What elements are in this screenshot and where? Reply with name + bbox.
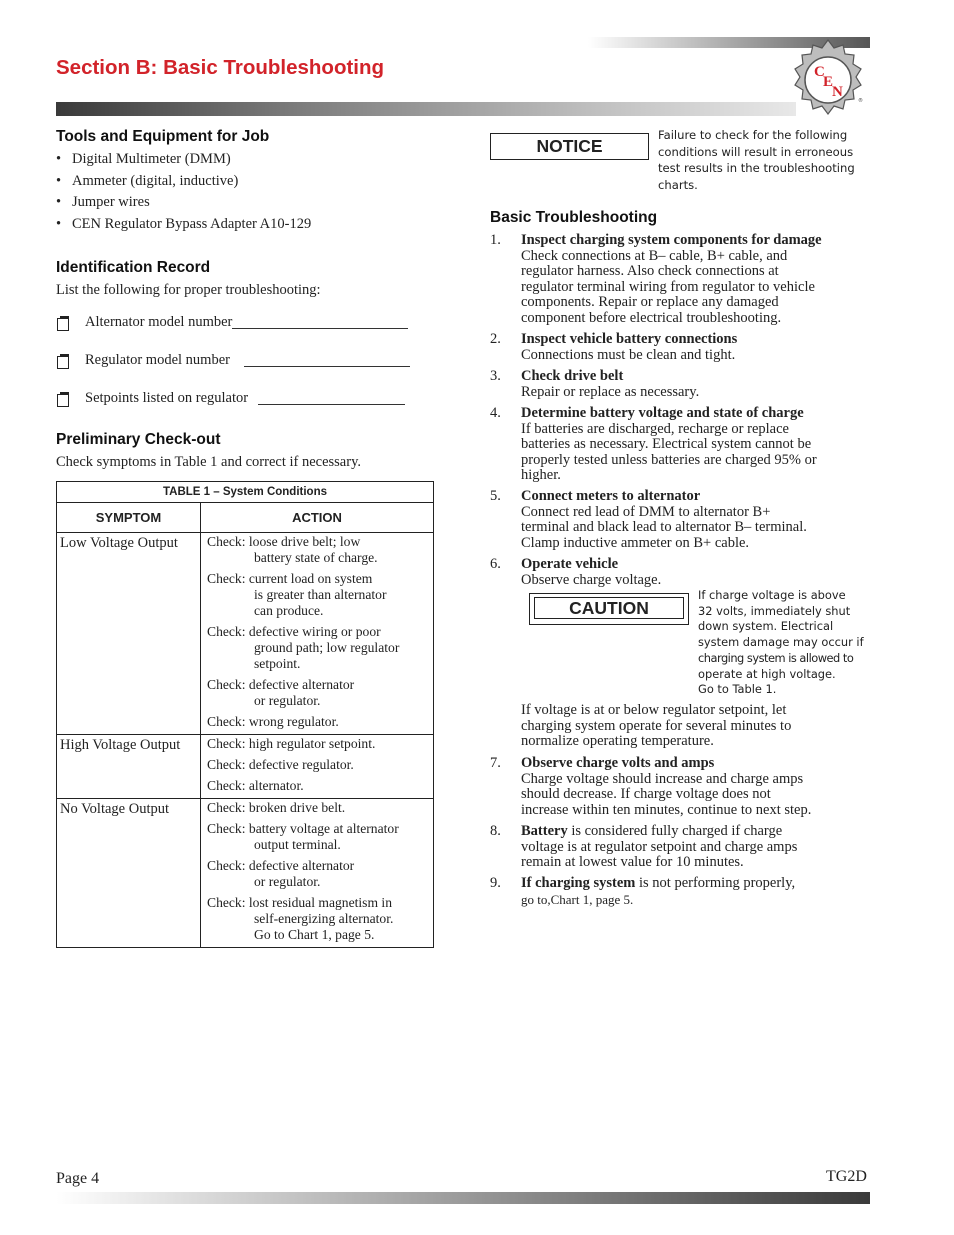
table-title: TABLE 1 – System Conditions [57, 482, 434, 503]
step-2: 2. Inspect vehicle battery connections Connections must be clean and tight. [490, 331, 738, 363]
step-9: 9. If charging system is not performing properly, go to,Chart 1, page 5. [490, 875, 796, 907]
checklist-item: Alternator model number [54, 314, 410, 352]
tools-list [56, 151, 311, 237]
checkbox-icon[interactable] [57, 356, 69, 369]
identification-checklist [54, 314, 410, 428]
notice-label: NOTICE [490, 133, 649, 160]
symptom-cell: No Voltage Output [57, 799, 201, 948]
caution-label: CAUTION [534, 597, 684, 619]
check-item: Check: defective alternator or regulator. [207, 677, 355, 708]
basic-troubleshooting-heading: Basic Troubleshooting [490, 209, 658, 226]
checklist-item: Regulator model number [54, 352, 410, 390]
caution-box [529, 593, 689, 625]
step-6-continued: If voltage is at or below regulator setpoint, let charging system operate for several minutes to normalize operating temperature. [521, 702, 792, 750]
document-code: TG2D [826, 1168, 867, 1185]
preliminary-heading: Preliminary Check-out [56, 431, 221, 448]
table-row [57, 533, 434, 735]
check-item: Check: battery voltage at alternator output terminal. [207, 821, 399, 852]
step-3: 3. Check drive belt Repair or replace as necessary. [490, 368, 700, 400]
check-item: Check: wrong regulator. [207, 714, 339, 729]
list-item: • Digital Multimeter (DMM) [56, 151, 231, 167]
check-item: Check: defective alternator or regulator. [207, 858, 355, 889]
step-6: 6. Operate vehicle Observe charge voltage. [490, 556, 662, 588]
table-row [57, 799, 434, 948]
page-number: Page 4 [56, 1170, 100, 1187]
action-cell [201, 735, 434, 799]
list-item: • CEN Regulator Bypass Adapter A10-129 [56, 215, 312, 232]
symptom-cell: Low Voltage Output [57, 533, 201, 735]
step-1: 1. Inspect charging system components for damage Check connections at B– cable, B+ cable, and regulator harness. Also check connections at regulator terminal wiring from regulator to vehicle components. Repair or replace any damaged component before electrical troubleshooting. [490, 232, 822, 326]
step-4: 4. Determine battery voltage and state of charge If batteries are discharged, recharge or replace batteries as necessary. Electrical system cannot be properly tested unless batteries are charged 95% or higher. [490, 405, 817, 484]
checkbox-icon[interactable] [57, 318, 69, 331]
page-title: Section B: Basic Troubleshooting [56, 56, 385, 79]
step-8: 8. Battery is considered fully charged if charge voltage is at regulator setpoint and charge amps remain at lowest value for 10 minutes. [490, 823, 798, 871]
preliminary-intro: Check symptoms in Table 1 and correct if necessary. [56, 454, 362, 470]
system-conditions-table [56, 481, 434, 948]
check-item: Check: defective regulator. [207, 757, 354, 772]
checklist-item: Setpoints listed on regulator [54, 390, 410, 428]
action-cell [201, 799, 434, 948]
checkbox-icon[interactable] [57, 394, 69, 407]
check-item: Check: lost residual magnetism in self-energizing alternator. Go to Chart 1, page 5. [207, 895, 394, 942]
footer-rule [56, 1192, 870, 1204]
check-item: Check: high regulator setpoint. [207, 736, 376, 751]
symptom-cell: High Voltage Output [57, 735, 201, 799]
cen-logo-icon [786, 38, 870, 122]
table-row [57, 735, 434, 799]
identification-intro: List the following for proper troubleshooting: [56, 282, 321, 298]
fill-in-line[interactable] [258, 390, 405, 405]
list-item: • Jumper wires [56, 194, 150, 210]
tools-heading: Tools and Equipment for Job [56, 128, 270, 145]
logo-letter-n: N [832, 84, 843, 100]
check-item: Check: broken drive belt. [207, 800, 346, 815]
list-item: • Ammeter (digital, inductive) [56, 172, 239, 189]
check-item: Check: alternator. [207, 778, 304, 793]
identification-heading: Identification Record [56, 259, 211, 276]
header-rule [56, 102, 796, 116]
check-item: Check: defective wiring or poor ground path; low regulator setpoint. [207, 624, 400, 671]
check-item: Check: current load on system is greater than alternator can produce. [207, 571, 387, 618]
table-header-symptom: SYMPTOM [57, 503, 201, 533]
fill-in-line[interactable] [232, 314, 408, 329]
logo-registered-mark: ® [858, 98, 863, 104]
action-cell [201, 533, 434, 735]
check-item: Check: loose drive belt; low battery state of charge. [207, 534, 378, 565]
caution-text: If charge voltage is above 32 volts, immediately shut down system. Electrical system damage may occur if charging system is allowed to operate at high voltage. Go to Table 1. [698, 588, 864, 697]
table-header-action: ACTION [201, 503, 434, 533]
notice-text: Failure to check for the following conditions will result in erroneous test results in the troubleshooting charts. [658, 128, 855, 192]
fill-in-line[interactable] [244, 352, 410, 367]
step-7: 7. Observe charge volts and amps Charge voltage should increase and charge amps should decrease. If charge voltage does not increase within ten minutes, continue to next step. [490, 755, 812, 818]
logo-letter-c: C [814, 64, 825, 80]
step-5: 5. Connect meters to alternator Connect red lead of DMM to alternator B+ terminal and black lead to alternator B– terminal. Clamp inductive ammeter on B+ cable. [490, 488, 807, 551]
logo-letter-e: E [823, 74, 834, 90]
